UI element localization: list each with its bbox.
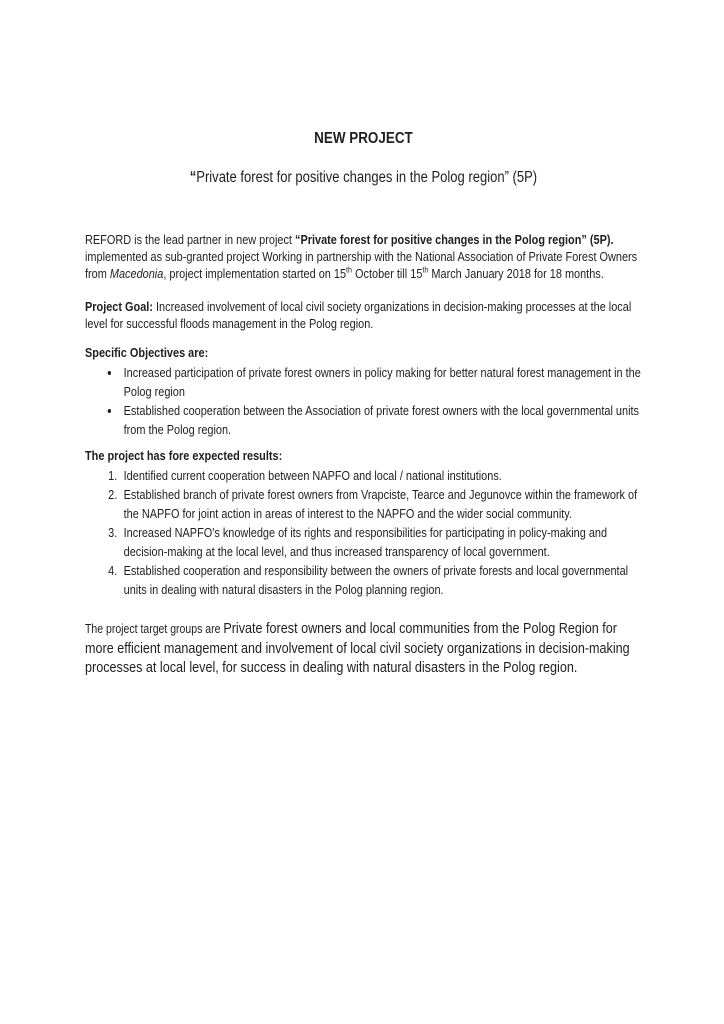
result-item: 1. Identified current cooperation between NAPFO and local / national institutions. [120, 466, 642, 485]
intro-paragraph [85, 231, 642, 282]
target-paragraph [85, 619, 642, 677]
target-main-text: Private forest owners and local communities from the Polog Region for more efficient management and involvement of local civil society organizations in decision-making processes at local level, for success in dealing with natural disasters in the Polog region. [85, 620, 630, 676]
target-intro-text: The project target groups are [85, 622, 224, 636]
project-goal-label: Project Goal: [85, 299, 153, 314]
document-title: NEW PROJECT [314, 130, 413, 147]
objectives-list [85, 363, 642, 439]
intro-between-dates: October till 15 [351, 266, 423, 281]
results-heading: The project has fore expected results: [85, 448, 283, 463]
document-subtitle [85, 168, 642, 187]
ordinal-suffix: th [346, 264, 352, 275]
intro-project-name: “Private forest for positive changes in the Polog region” (5P). [295, 232, 614, 247]
objective-item: • Established cooperation between the Association of private forest owners with the local governmental units from the Polog region. [120, 401, 642, 439]
project-goal-paragraph [85, 298, 642, 332]
intro-after-country: , project implementation started on 15 [163, 266, 347, 281]
result-item: 4. Established cooperation and responsibility between the owners of private forests and local governmental units in dealing with natural disasters in the Polog planning region. [120, 561, 642, 599]
intro-lead: REFORD is the lead partner in new project [85, 232, 295, 247]
intro-country: Macedonia [109, 266, 164, 281]
result-item: 2. Established branch of private forest owners from Vrapciste, Tearce and Jegunovce within the framework of the NAPFO for joint action in areas of interest to the NAPFO and the wider social community. [120, 485, 642, 523]
results-list [85, 466, 642, 599]
project-goal-text: Increased involvement of local civil society organizations in decision-making processes at the local level for successful floods management in the Polog region. [85, 299, 632, 331]
subtitle-text: Private forest for positive changes in the Polog region” (5P) [196, 169, 538, 186]
document-content [85, 130, 642, 677]
objectives-heading: Specific Objectives are: [85, 345, 209, 360]
intro-tail: March January 2018 for 18 months. [428, 266, 604, 281]
objective-item: • Increased participation of private forest owners in policy making for better natural forest management in the Polog region [120, 363, 642, 401]
subtitle-open-quote: “ [189, 169, 197, 186]
ordinal-suffix: th [422, 264, 429, 275]
result-item: 3. Increased NAPFO's knowledge of its rights and responsibilities for participating in policy-making and decision-making at the local level, and thus increased transparency of local government. [120, 523, 642, 561]
intro-mid: implemented as sub-granted project Working in partnership with the National Association of Private Forest Owners from [85, 249, 638, 281]
